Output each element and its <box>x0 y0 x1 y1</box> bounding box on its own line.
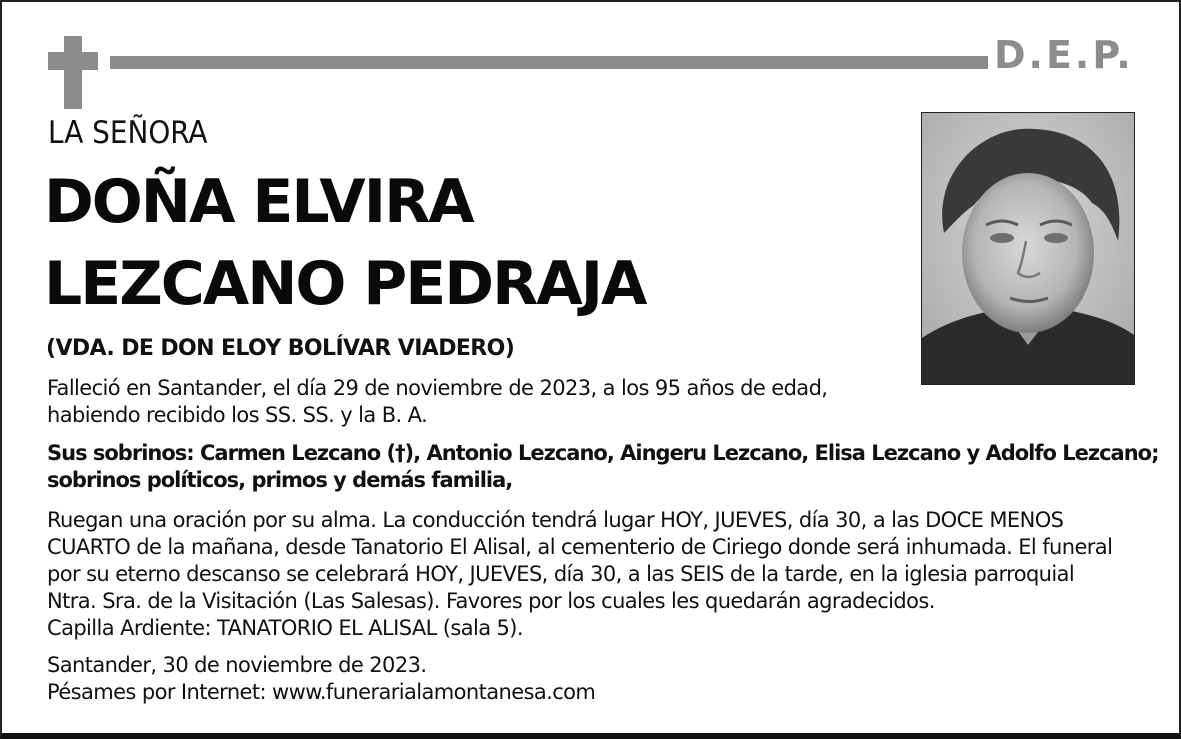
cross-icon <box>64 36 82 109</box>
cross-icon-arm <box>48 52 98 70</box>
honorific-label: LA SEÑORA <box>48 115 208 151</box>
text-line: Ntra. Sra. de la Visitación (Las Salesas). Favores por los cuales les quedarán agradecidos. <box>47 589 935 613</box>
text-line: Capilla Ardiente: TANATORIO EL ALISAL (sala 5). <box>47 616 523 640</box>
condolences-line: Pésames por Internet: www.funerarialamontanesa.com <box>47 680 596 704</box>
portrait-photo <box>921 112 1135 385</box>
text-line: Ruegan una oración por su alma. La conducción tendrá lugar HOY, JUEVES, día 30, a las DOCE MENOS <box>47 508 1064 532</box>
text-line: Falleció en Santander, el día 29 de noviembre de 2023, a los 95 años de edad, <box>47 376 828 400</box>
deceased-name-line-1: DOÑA ELVIRA <box>44 167 473 237</box>
widow-of-line: (VDA. DE DON ELOY BOLÍVAR VIADERO) <box>46 336 515 361</box>
family-paragraph <box>47 440 1158 494</box>
deceased-name-line-2: LEZCANO PEDRAJA <box>44 249 646 319</box>
dep-label: D.E.P. <box>994 33 1134 77</box>
portrait-image <box>922 113 1134 384</box>
place-date-line: Santander, 30 de noviembre de 2023. <box>47 653 427 677</box>
text-line: sobrinos políticos, primos y demás familia, <box>47 468 513 492</box>
text-line: por su eterno descanso se celebrará HOY, JUEVES, día 30, a las SEIS de la tarde, en la iglesia parroquial <box>47 562 1075 586</box>
text-line: CUARTO de la mañana, desde Tanatorio El Alisal, al cementerio de Ciriego donde será inhumada. El funeral <box>47 535 1113 559</box>
service-paragraph <box>47 507 1112 642</box>
text-line: habiendo recibido los SS. SS. y la B. A. <box>47 403 428 427</box>
header-rule <box>110 56 988 69</box>
death-details-paragraph <box>47 375 827 429</box>
text-line: Sus sobrinos: Carmen Lezcano (†), Antonio Lezcano, Aingeru Lezcano, Elisa Lezcano y Adolfo Lezcano; <box>47 441 1159 465</box>
